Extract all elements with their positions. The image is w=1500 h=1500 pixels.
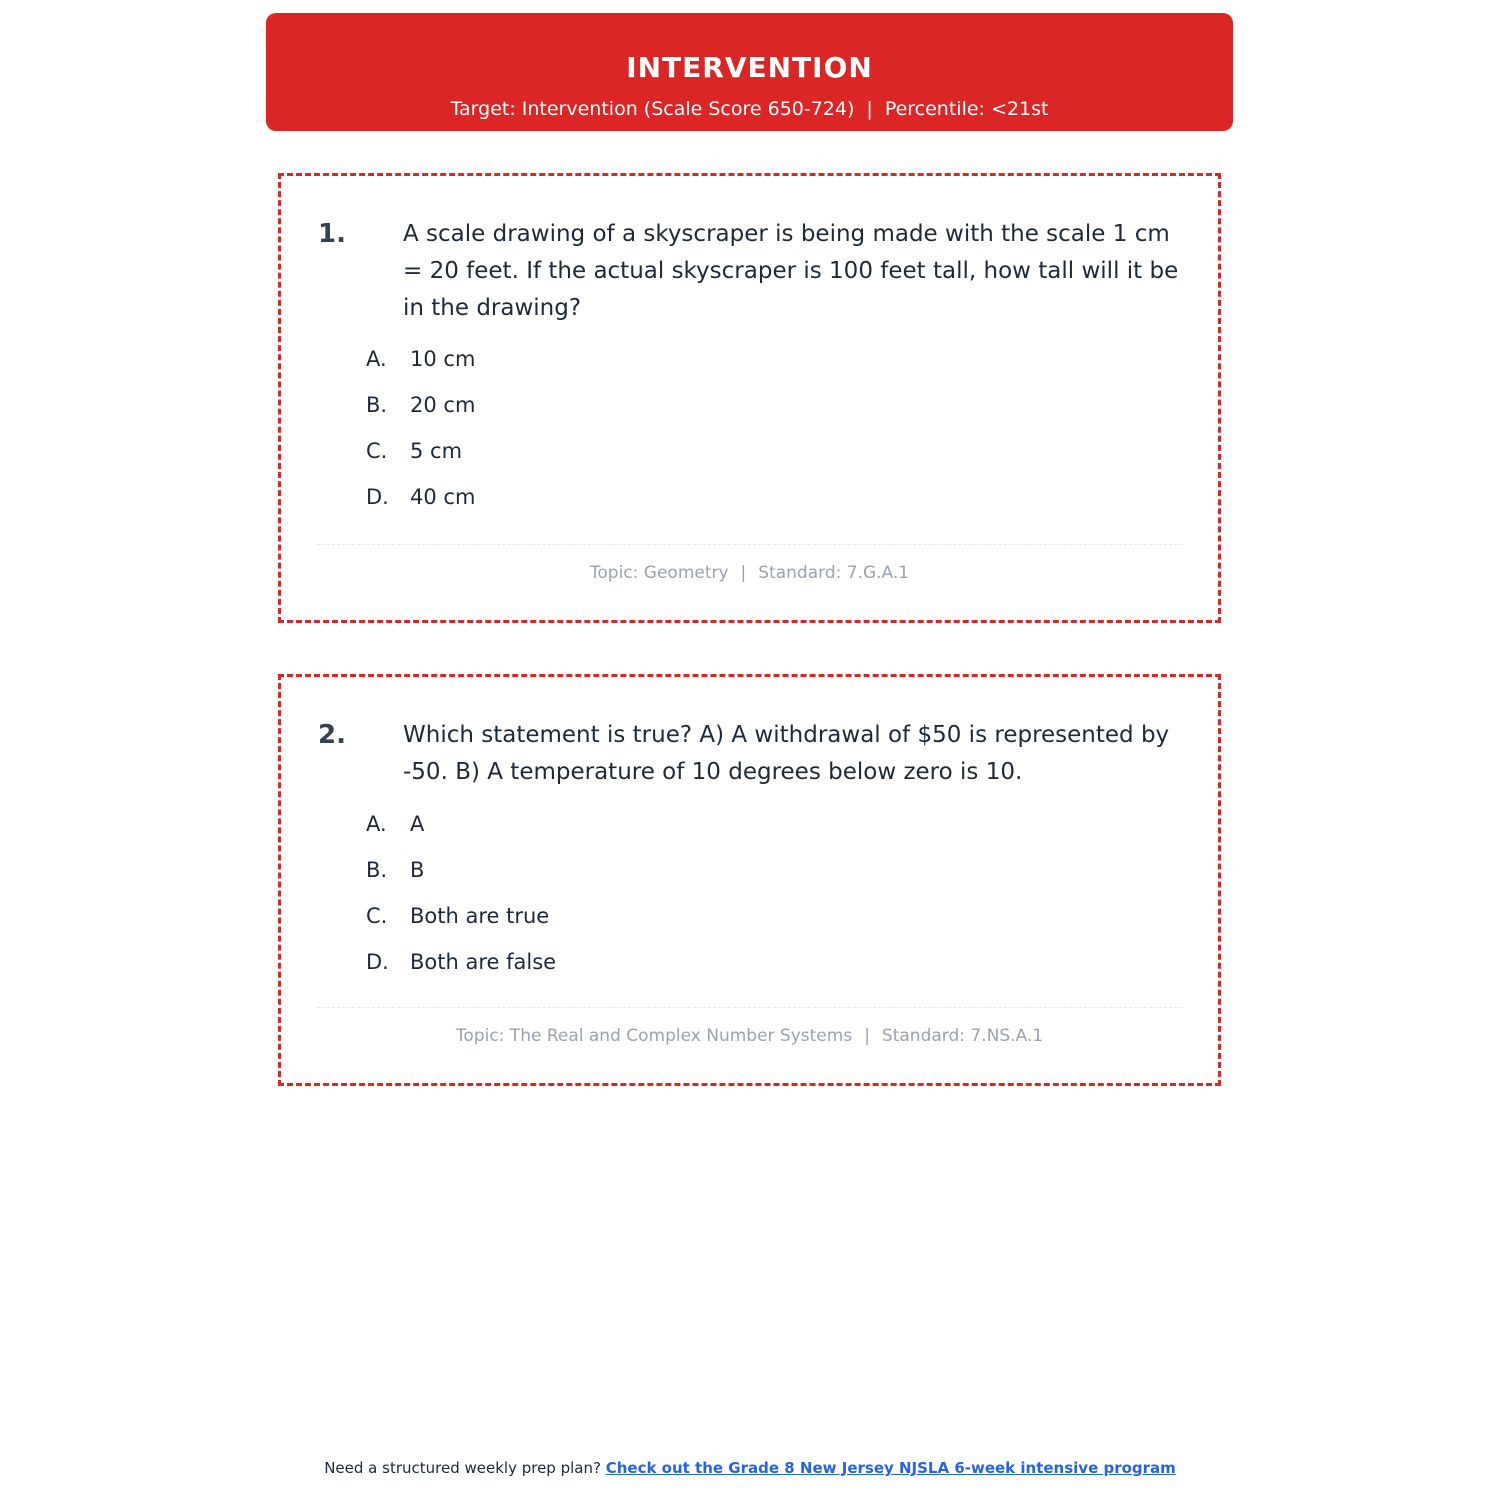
divider [317, 1007, 1182, 1008]
topic-label: Topic: The Real and Complex Number Systems [455, 1026, 853, 1046]
question-meta [281, 562, 1218, 584]
choice-letter: B. [366, 858, 388, 882]
footer [0, 1457, 1500, 1479]
page-title: INTERVENTION [626, 51, 873, 84]
separator: | [866, 98, 873, 120]
choice-text: 40 cm [410, 485, 476, 509]
target-text: Target: Intervention (Scale Score 650-724) [450, 98, 855, 120]
answer-choice-d[interactable] [366, 948, 556, 994]
question-number: 1. [318, 219, 346, 249]
percentile-text: Percentile: <21st [884, 98, 1049, 120]
answer-choices [366, 345, 475, 529]
divider [317, 544, 1182, 545]
choice-letter: D. [366, 485, 389, 509]
choice-letter: D. [366, 950, 389, 974]
answer-choice-a[interactable] [366, 810, 556, 856]
choice-text: B [410, 858, 425, 882]
answer-choices [366, 810, 556, 994]
choice-text: Both are true [410, 904, 550, 928]
program-link[interactable]: Check out the Grade 8 New Jersey NJSLA 6-week intensive program [605, 1459, 1176, 1477]
answer-choice-b[interactable] [366, 391, 475, 437]
choice-letter: C. [366, 904, 388, 928]
answer-choice-d[interactable] [366, 483, 475, 529]
answer-choice-c[interactable] [366, 902, 556, 948]
choice-letter: A. [366, 812, 387, 836]
question-number: 2. [318, 720, 346, 750]
choice-letter: B. [366, 393, 388, 417]
choice-letter: A. [366, 347, 387, 371]
choice-text: 20 cm [410, 393, 476, 417]
separator: | [740, 563, 747, 583]
choice-text: 5 cm [410, 439, 463, 463]
question-text: A scale drawing of a skyscraper is being made with the scale 1 cm = 20 feet. If the actual skyscraper is 100 feet tall, how tall will it be in the drawing? [403, 221, 1179, 321]
footer-prompt: Need a structured weekly prep plan? [324, 1459, 601, 1477]
choice-text: Both are false [410, 950, 557, 974]
standard-label: Standard: 7.G.A.1 [758, 563, 910, 583]
choice-text: 10 cm [410, 347, 476, 371]
answer-choice-b[interactable] [366, 856, 556, 902]
topic-label: Topic: Geometry [589, 563, 729, 583]
question-text: Which statement is true? A) A withdrawal of $50 is represented by -50. B) A temperature of 10 degrees below zero is 10. [403, 722, 1170, 785]
answer-choice-c[interactable] [366, 437, 475, 483]
question-meta [281, 1025, 1218, 1047]
question-card-1 [278, 173, 1221, 623]
answer-choice-a[interactable] [366, 345, 475, 391]
header-banner [266, 13, 1233, 131]
target-info [266, 96, 1233, 122]
choice-text: A [410, 812, 425, 836]
question-card-2 [278, 674, 1221, 1086]
separator: | [864, 1026, 870, 1046]
choice-letter: C. [366, 439, 388, 463]
standard-label: Standard: 7.NS.A.1 [881, 1026, 1044, 1046]
